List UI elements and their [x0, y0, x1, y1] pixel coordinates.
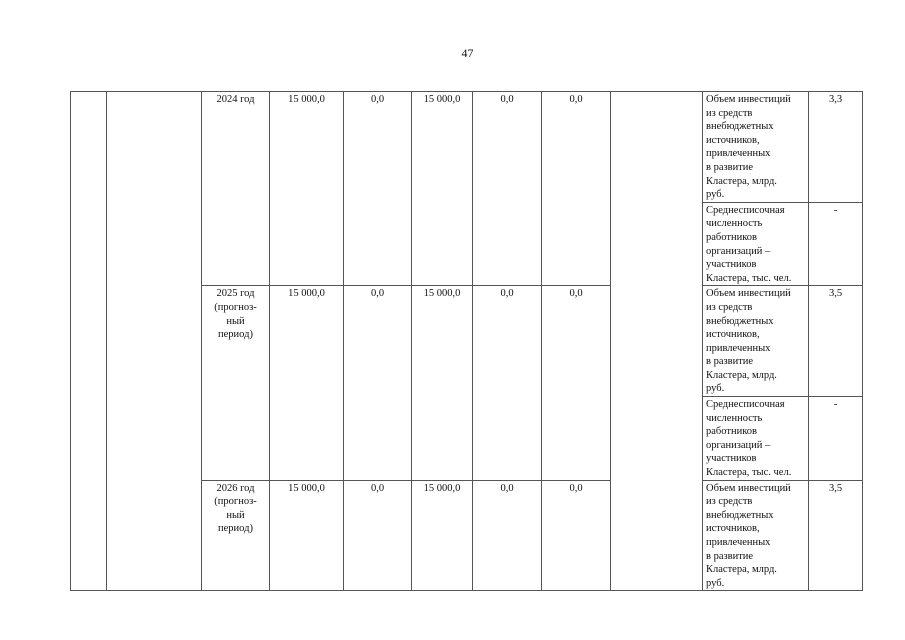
cell-indicator-value: - [809, 202, 863, 286]
cell-indicator-value: 3,3 [809, 92, 863, 203]
cell-extrabudget: 15 000,0 [412, 286, 473, 480]
table-row [71, 92, 863, 203]
cell-regional: 0,0 [473, 92, 542, 286]
budget-table [70, 91, 863, 591]
cell-local: 0,0 [542, 92, 611, 286]
cell-local: 0,0 [542, 286, 611, 480]
cell-local: 0,0 [542, 480, 611, 591]
cell-year: 2026 год (прогноз- ный период) [202, 480, 270, 591]
cell-extrabudget: 15 000,0 [412, 480, 473, 591]
cell-number [71, 92, 107, 591]
cell-federal: 0,0 [344, 286, 412, 480]
cell-event-name [107, 92, 202, 591]
cell-year: 2025 год (прогноз- ный период) [202, 286, 270, 480]
cell-year: 2024 год [202, 92, 270, 286]
cell-indicator-name: Среднесписочная численность работников организаций – участников Кластера, тыс. чел. [703, 202, 809, 286]
cell-federal: 0,0 [344, 480, 412, 591]
page-number: 47 [461, 46, 474, 60]
cell-total: 15 000,0 [270, 480, 344, 591]
cell-extrabudget: 15 000,0 [412, 92, 473, 286]
cell-total: 15 000,0 [270, 286, 344, 480]
cell-indicator-value: - [809, 397, 863, 481]
cell-indicator-value: 3,5 [809, 480, 863, 591]
cell-responsible [611, 92, 703, 591]
cell-indicator-name: Объем инвестиций из средств внебюджетных источников, привлеченных в развитие Кластера, млрд. руб. [703, 286, 809, 397]
cell-regional: 0,0 [473, 286, 542, 480]
cell-indicator-name: Объем инвестиций из средств внебюджетных источников, привлеченных в развитие Кластера, млрд. руб. [703, 480, 809, 591]
cell-total: 15 000,0 [270, 92, 344, 286]
cell-regional: 0,0 [473, 480, 542, 591]
cell-indicator-name: Среднесписочная численность работников организаций – участников Кластера, тыс. чел. [703, 397, 809, 481]
cell-indicator-name: Объем инвестиций из средств внебюджетных источников, привлеченных в развитие Кластера, млрд. руб. [703, 92, 809, 203]
cell-indicator-value: 3,5 [809, 286, 863, 397]
cell-federal: 0,0 [344, 92, 412, 286]
